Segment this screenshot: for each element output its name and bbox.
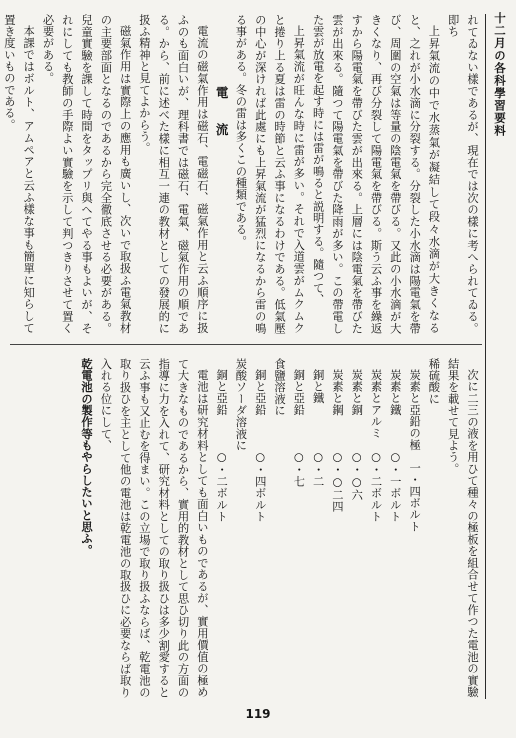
paragraph: 炭素と鐵 ○・一ボルト <box>388 369 402 523</box>
paragraph: れてゐない樣であるが、現在では次の樣に考へられてゐる。即ち <box>446 14 479 334</box>
paragraph: 銅と亞鉛 ○・七 <box>292 369 306 488</box>
paragraph: 炭素と鋼 ○・○二四 <box>330 369 344 513</box>
paragraph: 次に二三の液を用ひて種々の極板を組合せて作つた電池の實驗結果を載せて見よう。 <box>446 358 479 698</box>
paragraph: 銅と亞鉛 ○・二ボルト <box>215 369 229 523</box>
paragraph: 上昇氣流の中で水蒸氣が凝結して段々水滴が大きくなると、之れが小水滴に分裂する。分裂した小水滴は陽電氣を帶び、周圍の空氣は等量の陰電氣を帶びる。又此の小水滴が大きくなり、再び分裂して陽電氣を帶びる。斯う云ふ事を繰返すから陽電氣を帶びた雲が出來る。上層には陰電氣を帶びた雲が出來る。隨つて陽電氣を帶びた降雨が多い。この帶電した雲が放電を起す時には雷が鳴ると説明する。隨つて、 <box>311 14 441 334</box>
paragraph: 炭素とアルミ ○・二ボルト <box>369 369 383 523</box>
paragraph: 炭素と銅 ○・○六 <box>350 369 364 501</box>
paragraph: 銅と亞鉛 ○・四ボルト <box>253 369 267 523</box>
upper-text-block <box>2 14 482 334</box>
paragraph: 上昇氣流が旺んな時に雷が多い。それで入道雲がムクムクと捲り上る夏は雷の時節と云ふ事になるわけである。低氣壓の中心が深ければ此處にも上昇氣流が猛烈になるから雷の鳴る事がある。冬の雷は多くこの種類である。 <box>234 14 306 334</box>
running-header: 十二月の各科學習要料 <box>493 12 507 137</box>
column-separator <box>10 344 482 345</box>
paragraph: 炭酸ソーダ溶液に <box>234 358 248 452</box>
paragraph: 銅と鐵 ○・二 <box>311 369 325 488</box>
paragraph: 稀硫酸に <box>427 358 441 405</box>
paragraph: 乾電池の製作等もやらしたいと思ふ。 <box>80 358 95 557</box>
section-heading: 電 流 <box>214 86 230 142</box>
paragraph: 食鹽溶液に <box>273 358 287 417</box>
lower-text-block <box>8 358 482 698</box>
paragraph: 電流の磁氣作用は磁石、電磁石、磁氣作用と云ふ順序に扱ふのも面白いが、理科書では磁石、電氣、磁氣作用の順である。から、前に述べた樣に相互一連の教材としての發展的に扱ふ精神と見てよからう。 <box>137 14 209 334</box>
paragraph: 磁氣作用は實際上の應用も廣いし、次いで取扱ふ電氣教材の主要部面となるのであるから完全徹底させる必要がある。兒童實驗を課して時間をタップリ與へてやる事もよいが、それにしても教師の手際よい實驗を示して判つきりさせて置く必要がある。 <box>41 14 132 334</box>
paragraph: 炭素と亞鉛の極 一・四ボルト <box>408 369 422 533</box>
paragraph: 本課ではボルト、アムペアと云ふ樣な事も簡單に知らして置き度いものである。 <box>2 14 36 334</box>
paragraph: 電池は研究材料としても面白いものであるが、實用價值の極めて大きなものであるから、實用的教材として思ひ切り此の方面の指導に力を入れて、研究材料としての取り扱ひは多少割愛すると云ふ事も又止むを得まい。この立場で取り扱ふならば、乾電池の取り扱ひを主として他の電池は乾電池の取扱ひに必要ならば取り入れる位にして、 <box>99 358 209 698</box>
header-rule <box>485 14 486 699</box>
page-number: 119 <box>245 707 271 721</box>
